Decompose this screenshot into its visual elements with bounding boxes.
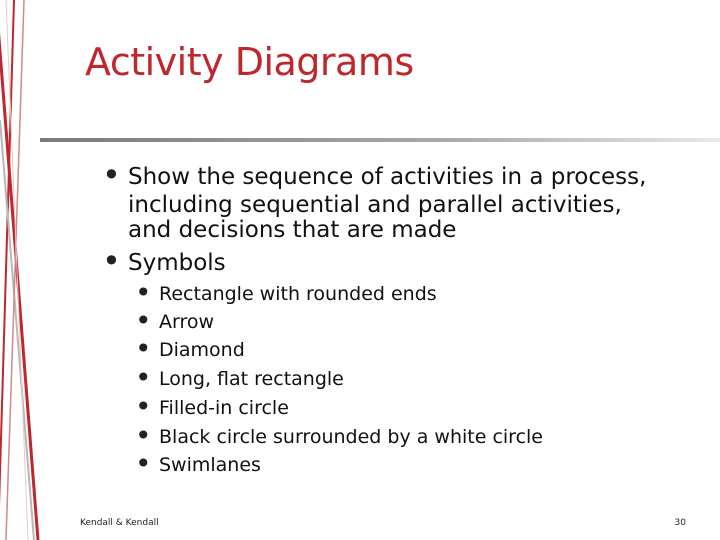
- bullet-line: including sequential and parallel activities,: [128, 192, 622, 218]
- sub-bullet-text: Diamond: [159, 339, 245, 361]
- sub-bullet-item: [135, 276, 437, 309]
- sub-bullet-text: Black circle surrounded by a white circle: [159, 426, 543, 448]
- bullet-dot-icon: •: [135, 390, 152, 423]
- bullet-dot-icon: •: [102, 156, 121, 194]
- bullet-item: [102, 156, 713, 194]
- slide-title: Activity Diagrams: [85, 40, 414, 84]
- bullet-line: Show the sequence of activities in a process,: [128, 164, 647, 190]
- sub-bullet-text: Arrow: [159, 311, 215, 333]
- bullet-dot-icon: •: [135, 304, 152, 337]
- bullet-line: Symbols: [128, 250, 226, 276]
- footer-author: Kendall & Kendall: [80, 518, 159, 528]
- bullet-line: and decisions that are made: [128, 217, 457, 243]
- sub-bullet-item: [135, 419, 543, 452]
- sub-bullet-text: Swimlanes: [159, 454, 261, 476]
- sub-bullet-item: [135, 332, 245, 365]
- bullet-continuation: [128, 191, 713, 219]
- sub-bullet-text: Long, flat rectangle: [159, 368, 344, 390]
- sub-bullet-item: [135, 447, 261, 480]
- bullet-dot-icon: •: [135, 447, 152, 480]
- sub-bullet-text: Filled-in circle: [159, 397, 289, 419]
- page-number: 30: [674, 518, 686, 528]
- sub-bullet-item: [135, 304, 215, 337]
- bullet-dot-icon: •: [135, 419, 152, 452]
- bullet-dot-icon: •: [135, 332, 152, 365]
- bullet-item: [102, 242, 713, 280]
- sub-bullet-item: [135, 390, 289, 423]
- bullet-dot-icon: •: [102, 242, 121, 280]
- bullet-continuation: [128, 216, 713, 244]
- sub-bullet-text: Rectangle with rounded ends: [159, 283, 437, 305]
- sub-bullet-item: [135, 361, 344, 394]
- bullet-dot-icon: •: [135, 361, 152, 394]
- bullet-dot-icon: •: [135, 276, 152, 309]
